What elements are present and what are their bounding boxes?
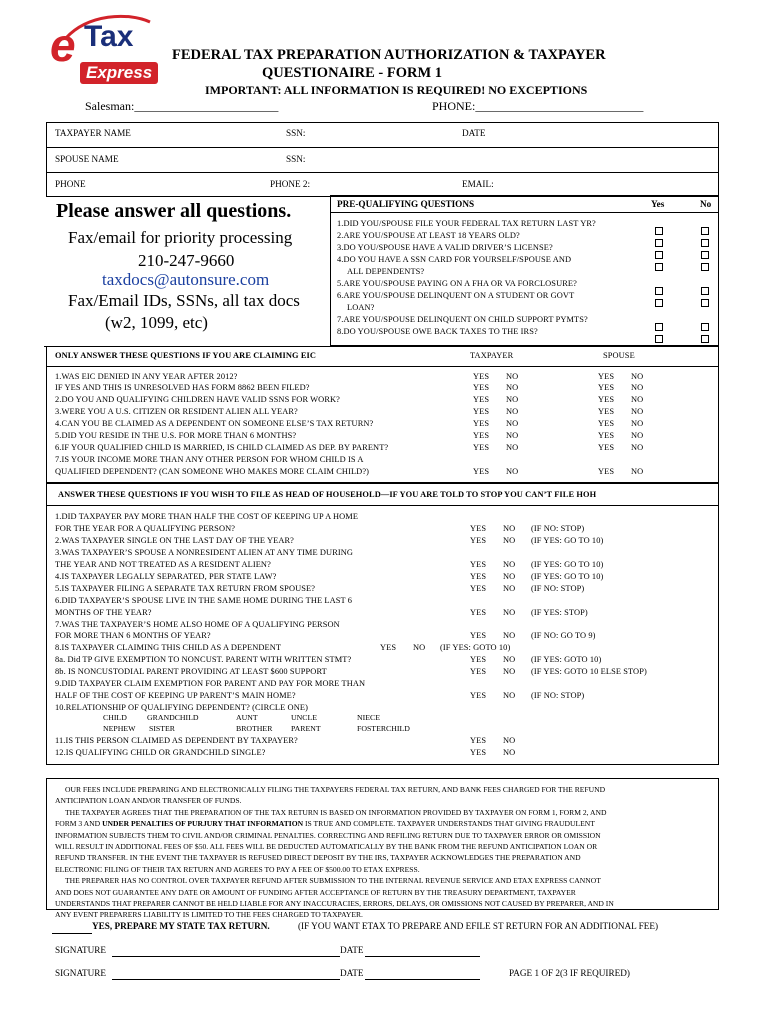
eic-question: 6.IF YOUR QUALIFIED CHILD IS MARRIED, IS CHILD CLAIMED AS DEP. BY PARENT? xyxy=(55,443,389,452)
fees-p2e: REFUND TRANSFER. IN THE EVENT THE TAXPAYER IS REFUSED DIRECT DEPOSIT BY THE IRS, TAXPAYER ACKNOWLEDGES THE PREPARATION AND xyxy=(55,853,581,863)
eic-taxpayer-yes[interactable]: YES xyxy=(473,431,490,440)
prequal-yes-checkbox[interactable] xyxy=(655,258,663,276)
eic-taxpayer-no[interactable]: NO xyxy=(506,443,519,452)
date-line-2[interactable] xyxy=(365,979,480,980)
eic-taxpayer-yes[interactable]: YES xyxy=(473,383,490,392)
required-docs-text: Fax/Email IDs, SSNs, all tax docs xyxy=(68,291,300,310)
hoh-question: 6.DID TAXPAYER’S SPOUSE LIVE IN THE SAME HOME DURING THE LAST 6 xyxy=(55,596,353,605)
state-return-note: (IF YOU WANT ETAX TO PREPARE AND EFILE ST RETURN FOR AN ADDITIONAL FEE) xyxy=(298,921,659,931)
relationship-option[interactable]: GRANDCHILD xyxy=(147,713,199,722)
signature-label-2: SIGNATURE xyxy=(55,968,107,978)
hoh-instruction: (IF NO: STOP) xyxy=(531,524,585,533)
spouse-ssn-field[interactable]: SSN: xyxy=(286,154,306,164)
date-field[interactable]: DATE xyxy=(462,128,486,138)
hoh-question: 12.IS QUALIFYING CHILD OR GRANDCHILD SINGLE? xyxy=(55,748,266,757)
hoh-question: THE YEAR AND NOT TREATED AS A RESIDENT ALIEN? xyxy=(55,560,271,569)
perjury-clause: UNDER PENALTIES OF PURJURY THAT INFORMATION xyxy=(102,819,304,829)
hoh-instruction: (IF YES: GOTO 10 ELSE STOP) xyxy=(531,667,647,676)
hoh-yes-option[interactable]: YES xyxy=(470,536,487,545)
eic-spouse-yes[interactable]: YES xyxy=(598,383,615,392)
fees-p3a: THE PREPARER HAS NO CONTROL OVER TAXPAYER REFUND AFTER SUBMISSION TO THE INTERNAL REVENUE SERVICE AND ETAX EXPRESS CANNOT xyxy=(65,876,601,886)
logo-tax: Tax xyxy=(84,20,134,53)
prequal-question: LOAN? xyxy=(347,303,375,312)
hoh-question: 2.WAS TAXPAYER SINGLE ON THE LAST DAY OF THE YEAR? xyxy=(55,536,294,545)
signature-label-1: SIGNATURE xyxy=(55,945,107,955)
relationship-option[interactable]: AUNT xyxy=(236,713,258,722)
prequal-question: 6.ARE YOU/SPOUSE DELINQUENT ON A STUDENT OR GOVT xyxy=(337,291,575,300)
taxpayer-info-box xyxy=(46,122,719,197)
hoh-q8-instruction: (IF YES: GOTO 10) xyxy=(440,643,511,652)
hoh-question: 7.WAS THE TAXPAYER’S HOME ALSO HOME OF A QUALIFYING PERSON xyxy=(55,620,340,629)
please-answer-headline: Please answer all questions. xyxy=(56,200,292,222)
relationship-option[interactable]: FOSTERCHILD xyxy=(357,724,410,733)
prequal-title: PRE-QUALIFYING QUESTIONS xyxy=(337,199,475,209)
hoh-instruction: (IF NO: STOP) xyxy=(531,584,585,593)
logo-express: Express xyxy=(86,63,153,82)
eic-taxpayer-no[interactable]: NO xyxy=(506,395,519,404)
hoh-yes-option[interactable]: YES xyxy=(470,631,487,640)
hoh-instruction: (IF YES: GO TO 10) xyxy=(531,560,604,569)
eic-taxpayer-yes[interactable]: YES xyxy=(473,443,490,452)
fees-p3d: ANY EVENT PREPARERS LIABILITY IS LIMITED TO THE FEES CHARGED TO TAXPAYER. xyxy=(55,910,363,920)
required-docs-examples: (w2, 1099, etc) xyxy=(105,313,208,332)
form-title-line1: FEDERAL TAX PREPARATION AUTHORIZATION & TAXPAYER xyxy=(172,47,606,63)
hoh-yes-option[interactable]: YES xyxy=(470,691,487,700)
relationship-option[interactable]: SISTER xyxy=(149,724,175,733)
eic-title: ONLY ANSWER THESE QUESTIONS IF YOU ARE CLAIMING EIC xyxy=(55,351,317,360)
fees-p2b3: IS TRUE AND COMPLETE. TAXPAYER UNDERSTANDS THAT GIVING FRAUDULENT xyxy=(303,819,595,829)
eic-spouse-no[interactable]: NO xyxy=(631,467,644,476)
eic-question: IF YES AND THIS IS UNRESOLVED HAS FORM 8862 BEEN FILED? xyxy=(55,383,310,392)
eic-taxpayer-no[interactable]: NO xyxy=(506,467,519,476)
hoh-question: 11.IS THIS PERSON CLAIMED AS DEPENDENT BY TAXPAYER? xyxy=(55,736,298,745)
hoh-no-option[interactable]: NO xyxy=(503,572,516,581)
relationship-option[interactable]: NEPHEW xyxy=(103,724,136,733)
eic-question: 3.WERE YOU A U.S. CITIZEN OR RESIDENT ALIEN ALL YEAR? xyxy=(55,407,298,416)
hoh-yes-option[interactable]: YES xyxy=(470,560,487,569)
hoh-yes-option[interactable]: YES xyxy=(470,524,487,533)
eic-taxpayer-yes[interactable]: YES xyxy=(473,419,490,428)
fees-p2b xyxy=(55,818,715,829)
contact-email-link[interactable]: taxdocs@autonsure.com xyxy=(102,270,270,289)
hoh-no-option[interactable]: NO xyxy=(503,560,516,569)
salesman-phone-field[interactable]: PHONE:____________________________ xyxy=(432,99,644,113)
hoh-q8-no-option[interactable]: NO xyxy=(413,643,426,652)
hoh-title: ANSWER THESE QUESTIONS IF YOU WISH TO FILE AS HEAD OF HOUSEHOLD—IF YOU ARE TOLD TO STOP YOU CAN’T FILE HOH xyxy=(58,490,597,499)
eic-taxpayer-no[interactable]: NO xyxy=(506,407,519,416)
hoh-instruction: (IF NO: GO TO 9) xyxy=(531,631,596,640)
signature-line-1[interactable] xyxy=(112,956,340,957)
eic-spouse-no[interactable]: NO xyxy=(631,407,644,416)
hoh-yes-option[interactable]: YES xyxy=(470,667,487,676)
hoh-no-option[interactable]: NO xyxy=(503,608,516,617)
logo-e: e xyxy=(50,19,76,71)
phone-field[interactable]: PHONE xyxy=(55,179,86,189)
eic-spouse-no[interactable]: NO xyxy=(631,419,644,428)
fees-disclaimer xyxy=(55,784,715,921)
eic-taxpayer-yes[interactable]: YES xyxy=(473,467,490,476)
eic-spouse-yes[interactable]: YES xyxy=(598,443,615,452)
hoh-instruction: (IF YES: GOTO 10) xyxy=(531,655,602,664)
fees-p1a: OUR FEES INCLUDE PREPARING AND ELECTRONICALLY FILING THE TAXPAYERS FEDERAL TAX RETURN, AND BANK FEES CHARGED FOR THE REFUND xyxy=(65,785,606,794)
relationship-option[interactable]: BROTHER xyxy=(236,724,273,733)
hoh-question: 10.RELATIONSHIP OF QUALIFYING DEPENDENT? (CIRCLE ONE) xyxy=(55,703,308,712)
eic-spouse-yes[interactable]: YES xyxy=(598,419,615,428)
state-return-option: YES, PREPARE MY STATE TAX RETURN. xyxy=(92,921,270,931)
eic-spouse-yes[interactable]: YES xyxy=(598,407,615,416)
phone2-field[interactable]: PHONE 2: xyxy=(270,179,311,189)
fees-p2a: THE TAXPAYER AGREES THAT THE PREPARATION OF THE TAX RETURN IS BASED ON INFORMATION PROVIDED BY TAXPAYER ON FORM 1, FORM 2, AND xyxy=(65,807,607,817)
hoh-yes-option[interactable]: YES xyxy=(470,655,487,664)
eic-spouse-no[interactable]: NO xyxy=(631,431,644,440)
spouse-name-field[interactable]: SPOUSE NAME xyxy=(55,154,119,164)
hoh-q8-yes-option[interactable]: YES xyxy=(380,643,397,652)
relationship-option[interactable]: UNCLE xyxy=(291,713,317,722)
hoh-question: FOR MORE THAN 6 MONTHS OF YEAR? xyxy=(55,631,211,640)
date-label-1: DATE xyxy=(340,945,364,955)
eic-taxpayer-no[interactable]: NO xyxy=(506,372,519,381)
eic-question: 7.IS YOUR INCOME MORE THAN ANY OTHER PERSON FOR WHOM CHILD IS A xyxy=(55,455,364,464)
taxpayer-name-field[interactable]: TAXPAYER NAME xyxy=(55,128,131,138)
eic-taxpayer-no[interactable]: NO xyxy=(506,431,519,440)
hoh-no-option[interactable]: NO xyxy=(503,536,516,545)
hoh-question: 8a. Did TP GIVE EXEMPTION TO NONCUST. PARENT WITH WRITTEN STMT? xyxy=(55,655,352,664)
hoh-instruction: (IF YES: GO TO 10) xyxy=(531,536,604,545)
hoh-question: 4.IS TAXPAYER LEGALLY SEPARATED, PER STATE LAW? xyxy=(55,572,277,581)
prequal-no-checkbox[interactable] xyxy=(701,330,709,348)
hoh-question: 3.WAS TAXPAYER’S SPOUSE A NONRESIDENT ALIEN AT ANY TIME DURING xyxy=(55,548,354,557)
prequal-no-checkbox[interactable] xyxy=(701,294,709,312)
eic-taxpayer-yes[interactable]: YES xyxy=(473,407,490,416)
hoh-question: 5.IS TAXPAYER FILING A SEPARATE TAX RETURN FROM SPOUSE? xyxy=(55,584,316,593)
prequal-question: 4.DO YOU HAVE A SSN CARD FOR YOURSELF/SPOUSE AND xyxy=(337,255,572,264)
taxpayer-ssn-field[interactable]: SSN: xyxy=(286,128,306,138)
prequal-yes-checkbox[interactable] xyxy=(655,294,663,312)
hoh-no-option[interactable]: NO xyxy=(503,691,516,700)
eic-taxpayer-header: TAXPAYER xyxy=(470,351,514,360)
salesman-field[interactable]: Salesman:________________________ xyxy=(85,99,279,113)
hoh-no-option[interactable]: NO xyxy=(503,736,516,745)
eic-taxpayer-no[interactable]: NO xyxy=(506,383,519,392)
hoh-question: FOR THE YEAR FOR A QUALIFYING PERSON? xyxy=(55,524,236,533)
prequal-no-checkbox[interactable] xyxy=(701,258,709,276)
hoh-instruction: (IF NO: STOP) xyxy=(531,691,585,700)
eic-spouse-no[interactable]: NO xyxy=(631,443,644,452)
hoh-no-option[interactable]: NO xyxy=(503,584,516,593)
prequal-question: 1.DID YOU/SPOUSE FILE YOUR FEDERAL TAX RETURN LAST YR? xyxy=(337,219,596,228)
hoh-no-option[interactable]: NO xyxy=(503,631,516,640)
hoh-no-option[interactable]: NO xyxy=(503,524,516,533)
eic-spouse-no[interactable]: NO xyxy=(631,383,644,392)
hoh-yes-option[interactable]: YES xyxy=(470,736,487,745)
priority-processing-text: Fax/email for priority processing xyxy=(68,228,293,247)
hoh-question: 8b. IS NONCUSTODIAL PARENT PROVIDING AT LEAST $600 SUPPORT xyxy=(55,667,327,676)
hoh-yes-option[interactable]: YES xyxy=(470,584,487,593)
email-field[interactable]: EMAIL: xyxy=(462,179,494,189)
eic-question: 2.DO YOU AND QUALIFYING CHILDREN HAVE VALID SSNS FOR WORK? xyxy=(55,395,340,404)
eic-taxpayer-yes[interactable]: YES xyxy=(473,372,490,381)
hoh-question: 9.DID TAXPAYER CLAIM EXEMPTION FOR PARENT AND PAY FOR MORE THAN xyxy=(55,679,366,688)
prequal-question: 2.ARE YOU/SPOUSE AT LEAST 18 YEARS OLD? xyxy=(337,231,520,240)
signature-line-2[interactable] xyxy=(112,979,340,980)
eic-question: 4.CAN YOU BE CLAIMED AS A DEPENDENT ON SOMEONE ELSE’S TAX RETURN? xyxy=(55,419,374,428)
hoh-yes-option[interactable]: YES xyxy=(470,748,487,757)
eic-taxpayer-no[interactable]: NO xyxy=(506,419,519,428)
eic-spouse-no[interactable]: NO xyxy=(631,395,644,404)
eic-spouse-yes[interactable]: YES xyxy=(598,395,615,404)
eic-question: 5.DID YOU RESIDE IN THE U.S. FOR MORE THAN 6 MONTHS? xyxy=(55,431,297,440)
prequal-no-header: No xyxy=(700,199,712,209)
relationship-option[interactable]: PARENT xyxy=(291,724,321,733)
eic-question: QUALIFIED DEPENDENT? (CAN SOMEONE WHO MAKES MORE CLAIM CHILD?) xyxy=(55,467,370,476)
hoh-instruction: (IF YES: GO TO 10) xyxy=(531,572,604,581)
prequal-question: 3.DO YOU/SPOUSE HAVE A VALID DRIVER’S LICENSE? xyxy=(337,243,553,252)
prequal-question: 7.ARE YOU/SPOUSE DELINQUENT ON CHILD SUPPORT PYMTS? xyxy=(337,315,588,324)
eic-spouse-yes[interactable]: YES xyxy=(598,372,615,381)
hoh-yes-option[interactable]: YES xyxy=(470,572,487,581)
eic-spouse-header: SPOUSE xyxy=(603,351,635,360)
form-title-line2: QUESTIONAIRE - FORM 1 xyxy=(262,65,443,81)
fees-p2f: ELECTRONIC FILING OF THEIR TAX RETURN AND AGREES TO PAY A FEE OF $500.00 TO ETAX EXPRESS. xyxy=(55,864,420,874)
relationship-option[interactable]: NIECE xyxy=(357,713,380,722)
relationship-option[interactable]: CHILD xyxy=(103,713,127,722)
important-notice: IMPORTANT: ALL INFORMATION IS REQUIRED! NO EXCEPTIONS xyxy=(205,83,588,97)
fees-p2b1: FORM 3 AND xyxy=(55,819,103,829)
hoh-yes-option[interactable]: YES xyxy=(470,608,487,617)
prequal-yes-header: Yes xyxy=(651,199,665,209)
hoh-no-option[interactable]: NO xyxy=(503,667,516,676)
fees-p2c: INFORMATION SUBJECTS THEM TO CIVIL AND/OR CRIMINAL PENALTIES. CORRECTING AND REFILING RETURN DUE TO TAXPAYER ERROR OR OMISSION xyxy=(55,830,601,840)
hoh-question: 1.DID TAXPAYER PAY MORE THAN HALF THE COST OF KEEPING UP A HOME xyxy=(55,512,359,521)
prequal-question: 8.DO YOU/SPOUSE OWE BACK TAXES TO THE IRS? xyxy=(337,327,538,336)
eic-spouse-no[interactable]: NO xyxy=(631,372,644,381)
hoh-no-option[interactable]: NO xyxy=(503,748,516,757)
hoh-instruction: (IF YES: STOP) xyxy=(531,608,588,617)
page-number: PAGE 1 OF 2(3 IF REQUIRED) xyxy=(509,968,630,978)
hoh-question: HALF OF THE COST OF KEEPING UP PARENT’S MAIN HOME? xyxy=(55,691,296,700)
eic-spouse-yes[interactable]: YES xyxy=(598,431,615,440)
prequal-yes-checkbox[interactable] xyxy=(655,330,663,348)
date-line-1[interactable] xyxy=(365,956,480,957)
eic-question: 1.WAS EIC DENIED IN ANY YEAR AFTER 2012? xyxy=(55,372,238,381)
hoh-question: MONTHS OF THE YEAR? xyxy=(55,608,152,617)
prequal-question: 5.ARE YOU/SPOUSE PAYING ON A FHA OR VA FORCLOSURE? xyxy=(337,279,577,288)
state-return-blank[interactable] xyxy=(52,933,92,934)
eic-spouse-yes[interactable]: YES xyxy=(598,467,615,476)
fees-p2d: WILL RESULT IN ADDITIONAL FEES OF $50. ALL FEES WILL BE DEDUCTED AUTOMATICALLY BY THE BANK FROM THE REFUND ANTICIPATION LOAN OR xyxy=(55,842,598,852)
fax-number: 210-247-9660 xyxy=(138,251,235,270)
eic-taxpayer-yes[interactable]: YES xyxy=(473,395,490,404)
fees-p3b: AND DOES NOT GUARANTEE ANY DATE OR AMOUNT OF FUNDING AFTER ACCEPTANCE OF RETURN BY THE TREASURY DEPARTMENT, TAXPAYER xyxy=(55,887,576,897)
fees-p3c: UNDERSTANDS THAT PREPARER CANNOT BE HELD LIABLE FOR ANY INACCURACIES, ERRORS, DELAYS, OR OMISSIONS NOT CAUSED BY PREPARER, AND IN xyxy=(55,899,614,909)
fees-p1b: ANTICIPATION LOAN AND/OR TRANSFER OF FUNDS. xyxy=(55,796,242,806)
prequal-question: ALL DEPENDENTS? xyxy=(347,267,425,276)
date-label-2: DATE xyxy=(340,968,364,978)
hoh-no-option[interactable]: NO xyxy=(503,655,516,664)
hoh-question: 8.IS TAXPAYER CLAIMING THIS CHILD AS A DEPENDENT xyxy=(55,643,282,652)
